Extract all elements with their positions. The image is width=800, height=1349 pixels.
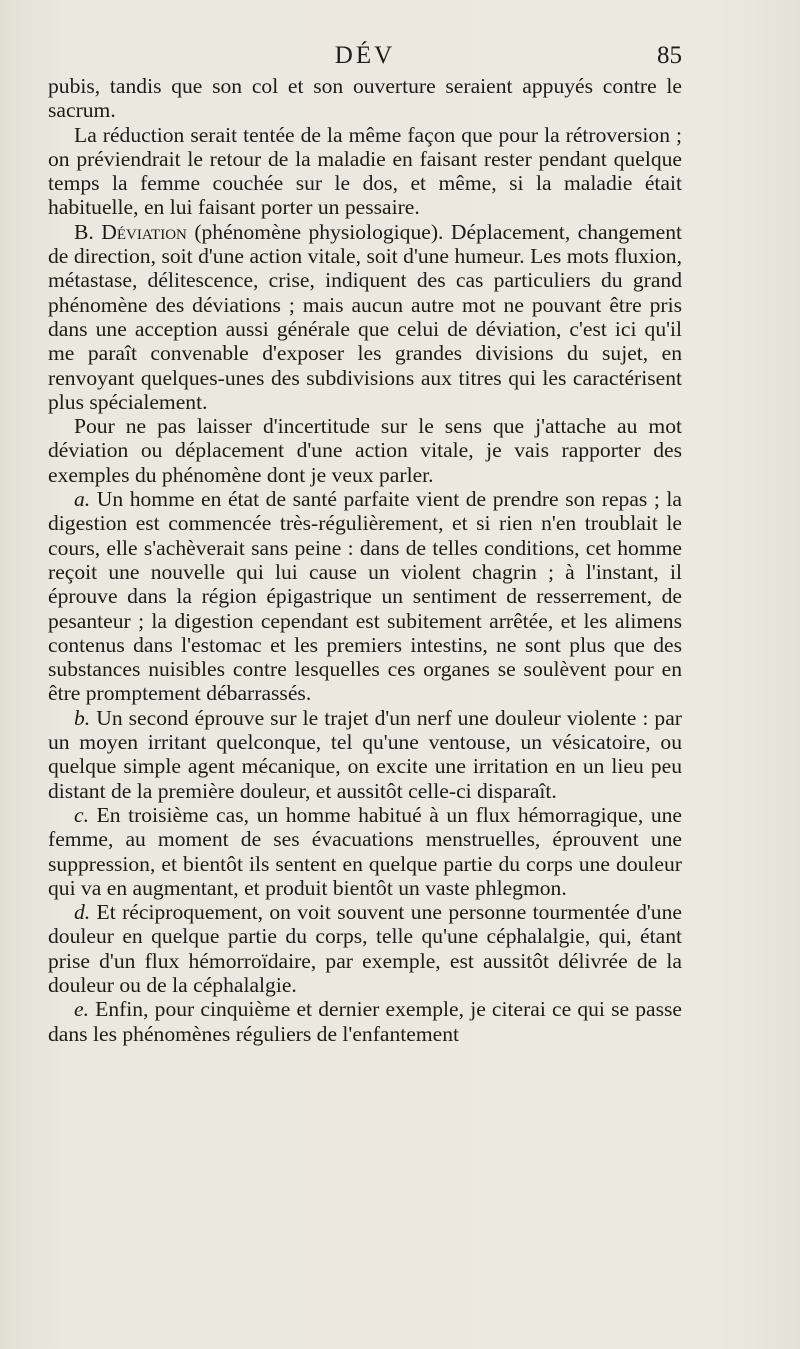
example-paragraph: e. Enfin, pour cinquième et dernier exemple, je citerai ce qui se passe dans les phénomènes réguliers de l'enfantement — [48, 997, 682, 1046]
example-label: e. — [74, 997, 89, 1022]
example-paragraph: a. Un homme en état de santé parfaite vient de prendre son repas ; la digestion est commencée très-régulièrement, et si rien n'en troublait le cours, elle s'achèverait sans peine : dans de telles conditions, cet homme reçoit une nouvelle qui lui cause un violent chagrin ; à l'instant, il éprouve dans la région épigastrique un sentiment de resserrement, de pesanteur ; la digestion cependant est subitement arrêtée, et les alimens contenus dans l'estomac et les premiers intestins, ne sont plus que des substances nuisibles contre lesquelles ces organes se soulèvent pour en être promptement débarrassés. — [48, 487, 682, 706]
paragraph: La réduction serait tentée de la même façon que pour la rétroversion ; on préviendrait le retour de la maladie en faisant rester pendant quelque temps la femme couchée sur le dos, et même, si la maladie était habituelle, en lui faisant porter un pessaire. — [48, 122, 682, 220]
example-paragraph: b. Un second éprouve sur le trajet d'un nerf une douleur violente : par un moyen irritant quelconque, tel qu'une ventouse, un vésicatoire, ou quelque simple agent mécanique, on excite une irritation en un lieu peu distant de la première douleur, et aussitôt celle-ci disparaît. — [48, 705, 682, 803]
example-label: d. — [74, 900, 91, 925]
paragraph-deviation-entry: B. Déviation (phénomène physiologique). Déplacement, changement de direction, soit d'une action vitale, soit d'une humeur. Les mots fluxion, métastase, délitescence, crise, indiquent des cas particuliers du grand phénomène des déviations ; mais aucun autre mot ne pouvant être pris dans une acception aussi générale que celui de déviation, c'est ici qu'il me paraît convenable d'exposer les grandes divisions du sujet, en renvoyant quelques-unes des subdivisions aux titres qui les caractérisent plus spécialement. — [48, 219, 682, 414]
running-title: DÉV — [334, 42, 396, 69]
paragraph: Pour ne pas laisser d'incertitude sur le sens que j'attache au mot déviation ou déplacement d'une action vitale, je vais rapporter des exemples du phénomène dont je veux parler. — [48, 414, 682, 487]
entry-label: B. — [74, 219, 94, 244]
example-paragraph: d. Et réciproquement, on voit souvent une personne tourmentée d'une douleur en quelque partie du corps, telle qu'une céphalalgie, qui, étant prise d'un flux hémorroïdaire, par exemple, est aussitôt délivrée de la douleur ou de la céphalalgie. — [48, 900, 682, 997]
example-paragraph: c. En troisième cas, un homme habitué à un flux hémorragique, une femme, au moment de ses évacuations menstruelles, éprouvent une suppression, et bientôt ils sentent en quelque partie du corps une douleur qui va en augmentant, et produit bientôt un vaste phlegmon. — [48, 802, 682, 900]
entry-term: Déviation — [101, 219, 187, 244]
example-label: b. — [74, 705, 91, 730]
example-label: c. — [74, 802, 89, 827]
body-text — [48, 74, 682, 1046]
page-header — [48, 42, 682, 72]
example-label: a. — [74, 487, 91, 512]
paragraph: pubis, tandis que son col et son ouverture seraient appuyés contre le sacrum. — [48, 74, 682, 123]
page-number: 85 — [657, 42, 682, 69]
